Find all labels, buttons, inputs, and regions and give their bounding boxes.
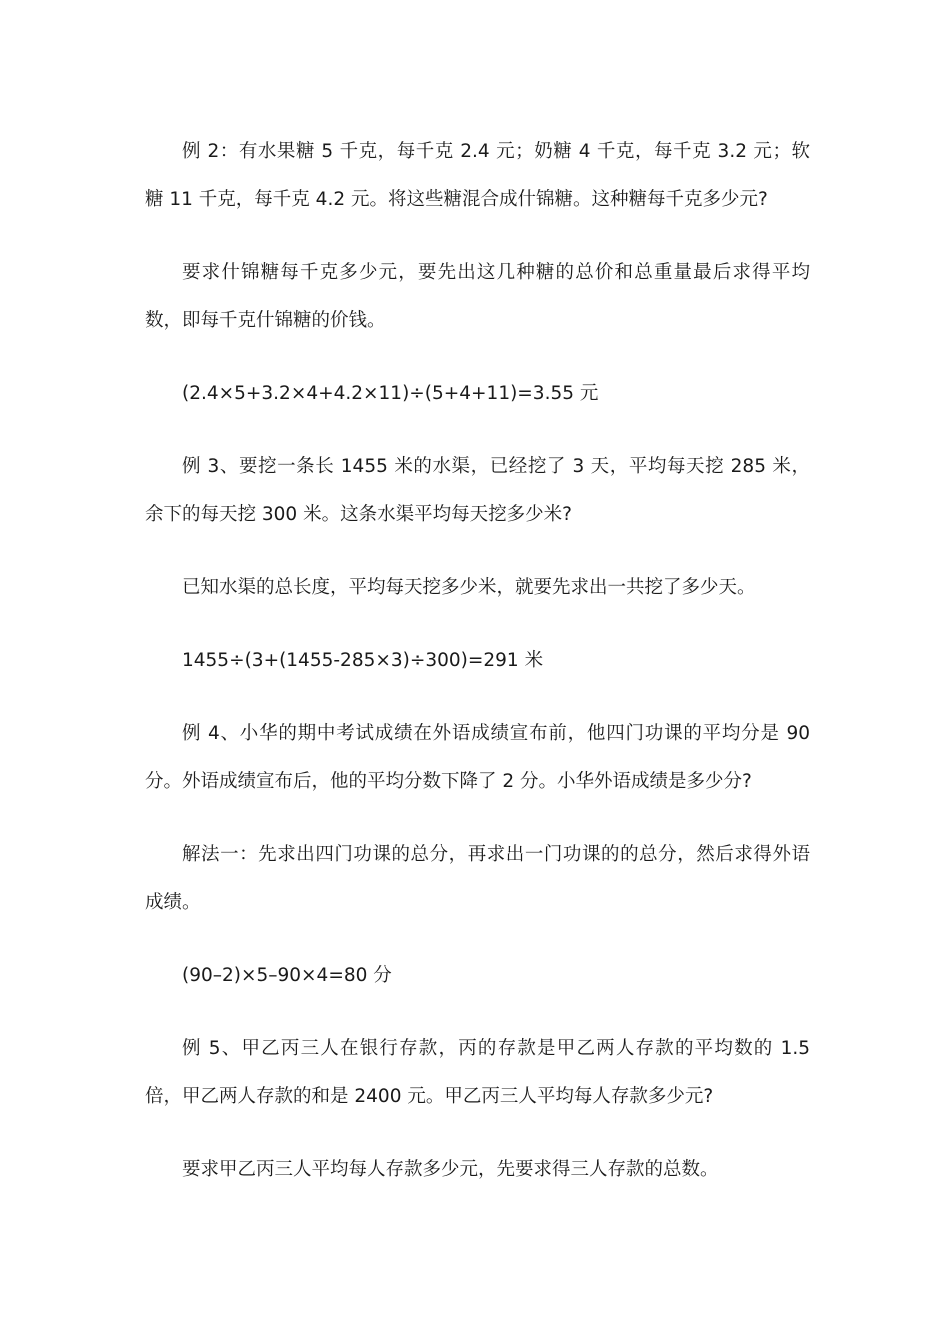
example-5-explanation: 要求甲乙丙三人平均每人存款多少元，先要求得三人存款的总数。 bbox=[182, 1159, 719, 1180]
example-3-formula: 1455÷(3+(1455-285×3)÷300)=291 米 bbox=[182, 650, 544, 671]
example-4-question: 例 4、小华的期中考试成绩在外语成绩宣布前，他四门功课的平均分是 90 分。外语成绩宣布后，他的平均分数下降了 2 分。小华外语成绩是多少分? bbox=[145, 723, 810, 792]
example-2-explanation: 要求什锦糖每千克多少元，要先出这几种糖的总价和总重量最后求得平均数，即每千克什锦糖的价钱。 bbox=[145, 262, 810, 331]
example-3-question: 例 3、要挖一条长 1455 米的水渠，已经挖了 3 天，平均每天挖 285 米，余下的每天挖 300 米。这条水渠平均每天挖多少米? bbox=[145, 456, 810, 525]
example-2-formula: (2.4×5+3.2×4+4.2×11)÷(5+4+11)=3.55 元 bbox=[182, 383, 599, 404]
example-2-question: 例 2：有水果糖 5 千克，每千克 2.4 元；奶糖 4 千克，每千克 3.2 元；软糖 11 千克，每千克 4.2 元。将这些糖混合成什锦糖。这种糖每千克多少元? bbox=[145, 141, 810, 210]
example-5-question: 例 5、甲乙丙三人在银行存款，丙的存款是甲乙两人存款的平均数的 1.5 倍，甲乙两人存款的和是 2400 元。甲乙丙三人平均每人存款多少元? bbox=[145, 1038, 810, 1107]
example-4-formula: (90–2)×5–90×4=80 分 bbox=[182, 965, 392, 986]
document-body bbox=[145, 128, 810, 1219]
example-4-solution-1: 解法一：先求出四门功课的总分，再求出一门功课的的总分，然后求得外语成绩。 bbox=[145, 844, 810, 913]
example-3-explanation: 已知水渠的总长度，平均每天挖多少米，就要先求出一共挖了多少天。 bbox=[182, 577, 756, 598]
